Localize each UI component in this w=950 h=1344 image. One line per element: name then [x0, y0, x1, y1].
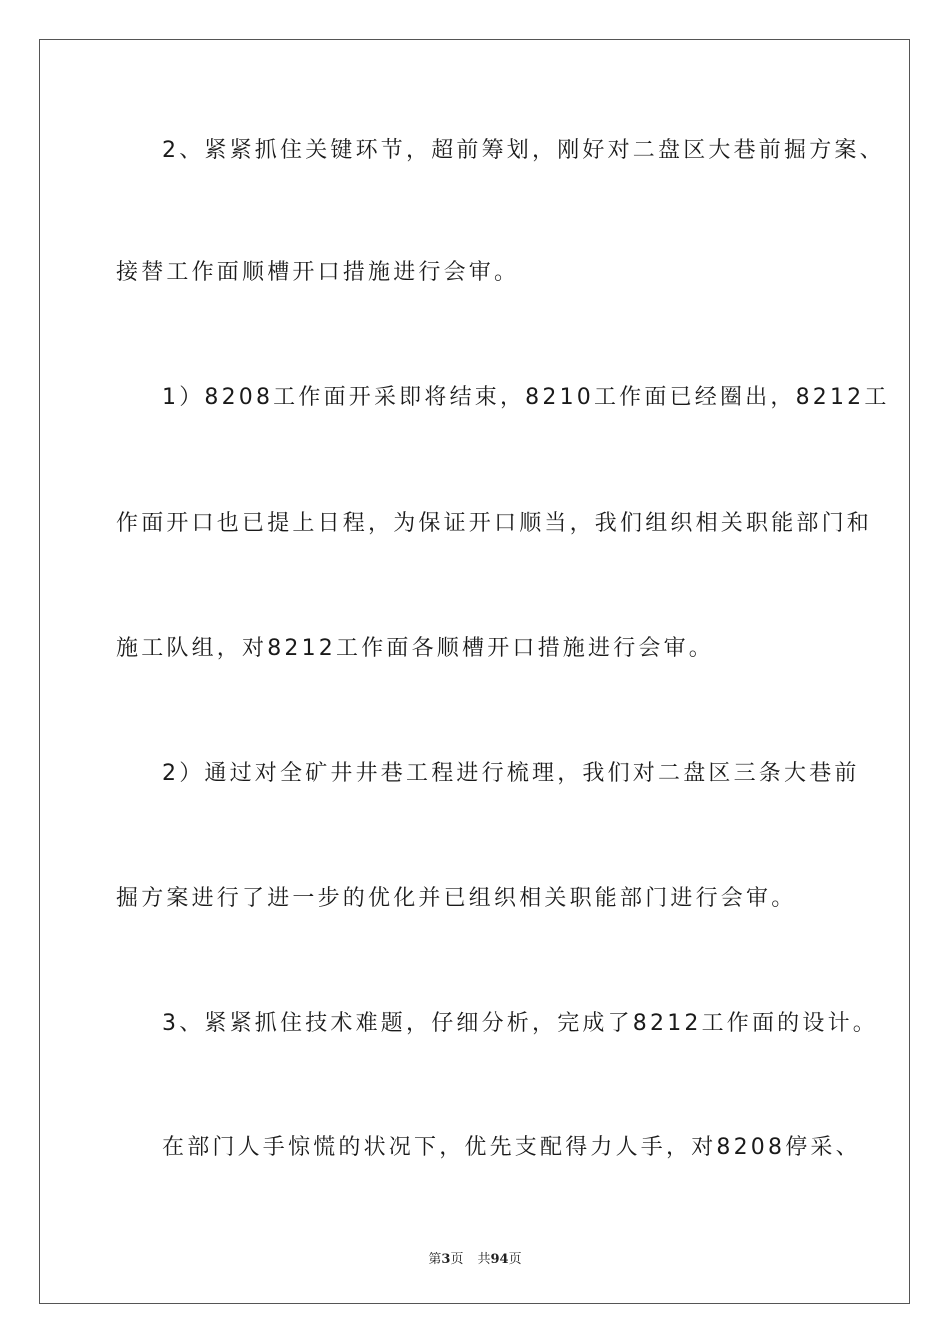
- paragraph-line: 1）8208工作面开采即将结束，8210工作面已经圈出，8212工: [162, 385, 890, 410]
- paragraph-line: 在部门人手惊慌的状况下，优先支配得力人手，对8208停采、: [162, 1135, 861, 1160]
- paragraph-line: 接替工作面顺槽开口措施进行会审。: [116, 260, 520, 285]
- total-suffix: 页: [508, 1252, 522, 1267]
- paragraph-line: 2）通过对全矿井井巷工程进行梳理，我们对二盘区三条大巷前: [162, 761, 860, 786]
- paragraph-line: 3、紧紧抓住技术难题，仔细分析，完成了8212工作面的设计。: [162, 1011, 878, 1036]
- page-suffix: 页: [450, 1252, 464, 1267]
- page-prefix: 第: [428, 1252, 442, 1267]
- paragraph-line: 2、紧紧抓住关键环节，超前筹划，刚好对二盘区大巷前掘方案、: [162, 138, 885, 163]
- paragraph-line: 掘方案进行了进一步的优化并已组织相关职能部门进行会审。: [116, 886, 797, 911]
- total-prefix: 共: [477, 1252, 491, 1267]
- paragraph-line: 作面开口也已提上日程，为保证开口顺当，我们组织相关职能部门和: [116, 511, 873, 536]
- page-footer: [0, 1248, 950, 1267]
- page-border: [39, 39, 910, 1304]
- paragraph-line: 施工队组，对8212工作面各顺槽开口措施进行会审。: [116, 636, 714, 661]
- total-pages: 94: [490, 1252, 509, 1267]
- page-number: 3: [441, 1252, 451, 1267]
